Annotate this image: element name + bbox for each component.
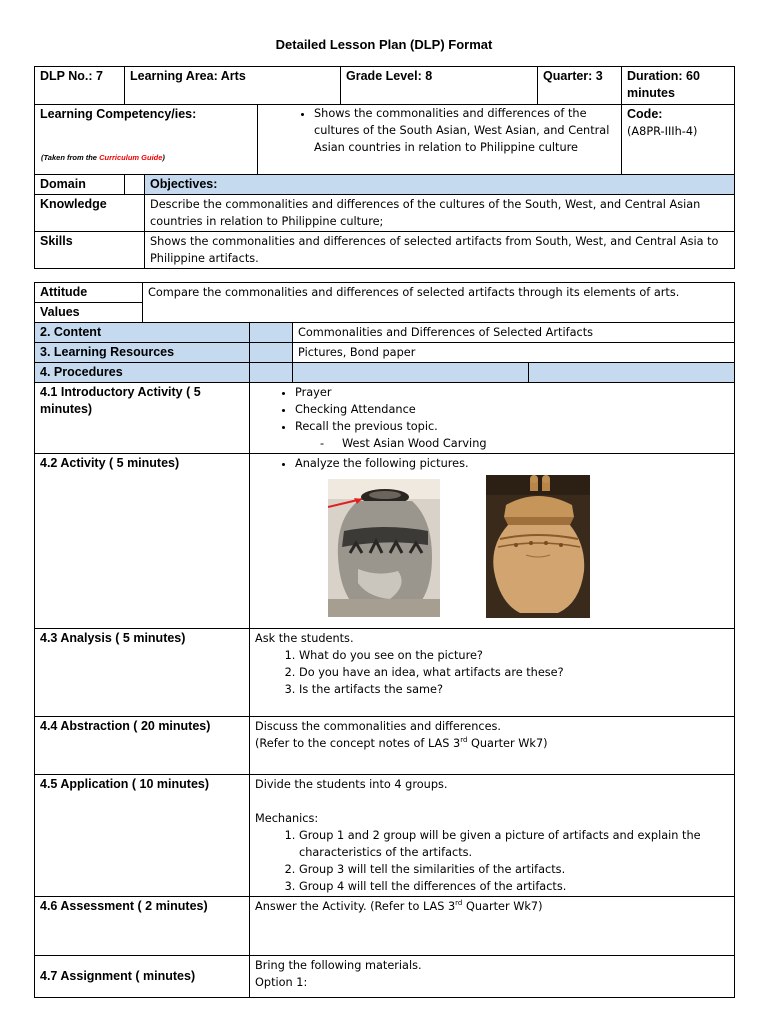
mechanics-item: 3. Group 4 will tell the differences of the artifacts. (299, 878, 729, 895)
knowledge-text: Describe the commonalities and differences of the cultures of the South, West, and Central Asian countries in relation to Philippine culture; (145, 195, 735, 232)
application-line-1: Divide the students into 4 groups. (255, 778, 448, 791)
assignment-label: 4.7 Assignment ( minutes) (35, 956, 250, 998)
application-label: 4.5 Application ( 10 minutes) (35, 775, 250, 897)
header-table (34, 66, 735, 269)
activity-content (250, 454, 735, 629)
intro-content (250, 383, 735, 454)
activity-label: 4.2 Activity ( 5 minutes) (35, 454, 250, 629)
assessment-content: Answer the Activity. (Refer to LAS 3rd Quarter Wk7) (250, 897, 735, 956)
attitude-label: Attitude (35, 283, 143, 303)
intro-item: • Recall the previous topic. (295, 418, 729, 435)
intro-label: 4.1 Introductory Activity ( 5 minutes) (35, 383, 250, 454)
competency-label-cell (35, 105, 258, 175)
assignment-content (250, 956, 735, 998)
quarter: Quarter: 3 (538, 67, 622, 105)
resources-label: 3. Learning Resources (35, 343, 250, 363)
application-content (250, 775, 735, 897)
skills-text: Shows the commonalities and differences of selected artifacts from South, West, and Central Asia to Philippine artifacts. (145, 232, 735, 269)
mechanics-label: Mechanics: (255, 812, 319, 825)
analysis-question: 1. What do you see on the picture? (299, 647, 729, 664)
abstraction-line-2: (Refer to the concept notes of LAS 3rd Quarter Wk7) (255, 736, 548, 750)
values-label: Values (35, 303, 143, 323)
burial-jar-image (486, 475, 590, 618)
objectives-header: Objectives: (145, 175, 735, 195)
duration: Duration: 60 minutes (622, 67, 735, 105)
procedures-table (34, 282, 735, 998)
intro-item: • Checking Attendance (295, 401, 729, 418)
activity-item: • Analyze the following pictures. (295, 455, 729, 472)
skills-label: Skills (35, 232, 145, 269)
mechanics-item: 1. Group 1 and 2 group will be given a picture of artifacts and explain the characteristics of the artifacts. (299, 827, 729, 861)
code-value: (A8PR-IIIh-4) (627, 125, 698, 138)
code-cell (622, 105, 735, 175)
pottery-jar-image (328, 479, 440, 617)
curriculum-note: (Taken from the Curriculum Guide) (41, 153, 165, 162)
analysis-label: 4.3 Analysis ( 5 minutes) (35, 629, 250, 717)
knowledge-label: Knowledge (35, 195, 145, 232)
content-value: Commonalities and Differences of Selected Artifacts (293, 323, 735, 343)
dlp-number: DLP No.: 7 (35, 67, 125, 105)
content-label: 2. Content (35, 323, 250, 343)
domain-header: Domain (35, 175, 125, 195)
content-spacer (250, 323, 293, 343)
mechanics-item: 2. Group 3 will tell the similarities of the artifacts. (299, 861, 729, 878)
intro-item: • Prayer (295, 384, 729, 401)
code-label: Code: (627, 107, 663, 121)
procedures-spacer-3 (529, 363, 735, 383)
resources-spacer (250, 343, 293, 363)
curriculum-guide-text: Curriculum Guide (99, 153, 163, 162)
resources-value: Pictures, Bond paper (293, 343, 735, 363)
competency-text: • Shows the commonalities and differences of the cultures of the South Asian, West Asian, and Central Asian countries in relation to Philippine culture (314, 105, 613, 156)
grade-level: Grade Level: 8 (341, 67, 538, 105)
domain-spacer (125, 175, 145, 195)
assignment-line-2: Option 1: (255, 976, 308, 989)
procedures-spacer-1 (250, 363, 293, 383)
procedures-spacer-2 (293, 363, 529, 383)
page-title: Detailed Lesson Plan (DLP) Format (275, 37, 493, 52)
abstraction-content (250, 717, 735, 775)
attitude-text: Compare the commonalities and differences of selected artifacts through its elements of arts. (143, 283, 735, 323)
competency-label: Learning Competency/ies: (40, 107, 197, 121)
analysis-question: 3. Is the artifacts the same? (299, 681, 729, 698)
analysis-question: 2. Do you have an idea, what artifacts are these? (299, 664, 729, 681)
analysis-content (250, 629, 735, 717)
assignment-line-1: Bring the following materials. (255, 959, 422, 972)
competency-text-cell (258, 105, 622, 175)
intro-sub-item: - West Asian Wood Carving (320, 437, 487, 450)
analysis-intro: Ask the students. (255, 632, 354, 645)
learning-area: Learning Area: Arts (125, 67, 341, 105)
assessment-label: 4.6 Assessment ( 2 minutes) (35, 897, 250, 956)
procedures-label: 4. Procedures (35, 363, 250, 383)
abstraction-label: 4.4 Abstraction ( 20 minutes) (35, 717, 250, 775)
abstraction-line-1: Discuss the commonalities and differences. (255, 720, 502, 733)
